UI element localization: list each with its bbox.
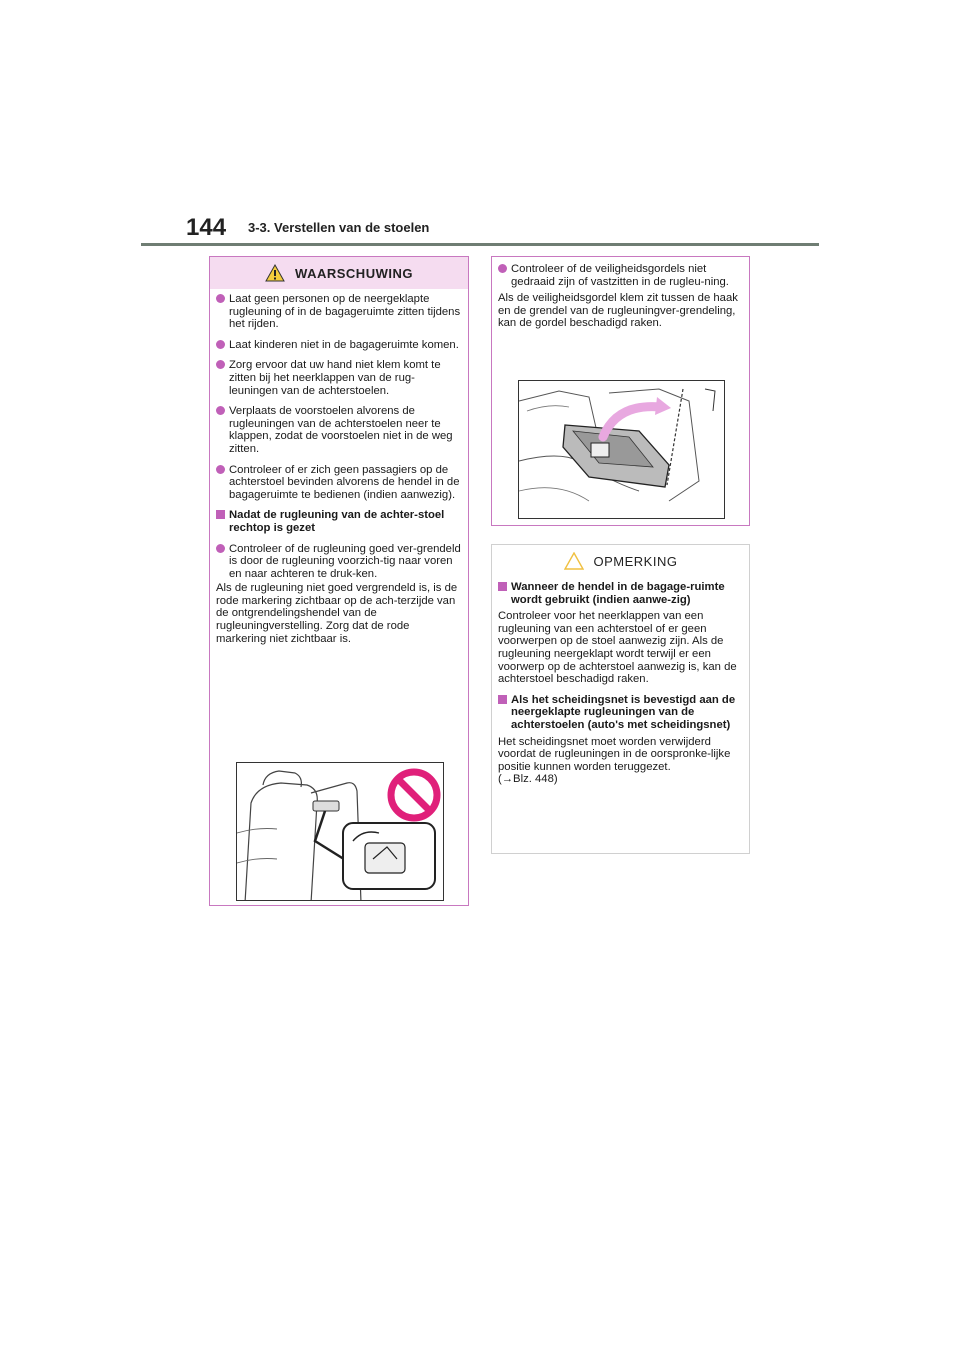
seatbelt-drawing <box>519 381 724 518</box>
note-subheading: Als het scheidingsnet is bevestigd aan de neergeklapte rugleuningen van de achterstoelen (auto's met scheidingsnet) <box>498 694 743 732</box>
note-title: OPMERKING <box>593 553 678 569</box>
bullet-dot-icon <box>216 406 225 415</box>
list-item: Controleer of er zich geen passagiers op de achterstoel bevinden alvorens de hendel in de bagageruimte te bedienen (indien aanwezig). <box>216 464 462 502</box>
note-box <box>491 544 750 854</box>
warning-content <box>210 289 468 645</box>
list-item: Laat kinderen niet in de bagageruimte komen. <box>216 339 462 352</box>
seatbelt-content <box>492 257 749 330</box>
warning-subheading: Nadat de rugleuning van de achter-stoel rechtop is gezet <box>216 509 462 534</box>
note-header <box>492 545 749 577</box>
warning-header <box>210 257 468 289</box>
square-bullet-icon <box>498 695 507 704</box>
warning-paragraph: Als de rugleuning niet goed vergrendeld is, is de rode markering zichtbaar op de ach-terzijde van de ontgrendelingshendel van de rugleuningverstelling. Zorg dat de rode markering niet zichtbaar is. <box>216 582 458 645</box>
list-item: Controleer of de rugleuning goed ver-grendeld is door de rugleuning voorzich-tig naar voren en naar achteren te druk-ken. <box>216 543 462 581</box>
list-item: Verplaats de voorstoelen alvorens de rugleuningen van de achterstoelen neer te klappen, zodat de voorstoelen niet in de weg zitten. <box>216 405 462 455</box>
seat-lever-illustration <box>236 762 444 901</box>
list-item: Laat geen personen op de neergeklapte rugleuning of in de bagageruimte zitten tijdens het rijden. <box>216 293 462 331</box>
bullet-dot-icon <box>498 264 507 273</box>
page-reference: (→Blz. 448) <box>498 773 558 786</box>
seatbelt-paragraph: Als de veiligheidsgordel klem zit tussen de haak en de grendel van de rugleuningver-grendeling, kan de gordel beschadigd raken. <box>498 292 738 330</box>
warning-title: WAARSCHUWING <box>295 265 413 281</box>
note-subheading: Wanneer de hendel in de bagage-ruimte wordt gebruikt (indien aanwe-zig) <box>498 581 743 606</box>
note-paragraph: Controleer voor het neerklappen van een rugleuning van een achterstoel of er geen voorwerpen op de stoel aanwezig zijn. Als de rugleuning neergeklapt wordt terwijl er een voorwerp op de achterstoel aanwezig is, kan de achterstoel beschadigd raken. <box>498 610 737 686</box>
list-item: Controleer of de veiligheidsgordels niet gedraaid zijn of vastzitten in de rugleu-ning. <box>498 263 743 288</box>
page-number: 144 <box>186 214 227 241</box>
seatbelt-check-box <box>491 256 750 526</box>
list-item: Zorg ervoor dat uw hand niet klem komt te zitten bij het neerklappen van de rug-leuningen van de achterstoelen. <box>216 359 462 397</box>
caution-triangle-icon <box>564 552 584 570</box>
warning-triangle-icon <box>265 264 285 282</box>
square-bullet-icon <box>498 582 507 591</box>
bullet-dot-icon <box>216 465 225 474</box>
bullet-dot-icon <box>216 360 225 369</box>
seatbelt-illustration <box>518 380 725 519</box>
warning-box <box>209 256 469 906</box>
seat-lever-drawing <box>237 763 443 900</box>
section-title: 3-3. Verstellen van de stoelen <box>248 220 430 235</box>
bullet-dot-icon <box>216 294 225 303</box>
bullet-dot-icon <box>216 544 225 553</box>
square-bullet-icon <box>216 510 225 519</box>
header-divider <box>141 243 819 246</box>
note-paragraph: Het scheidingsnet moet worden verwijderd voordat de rugleuningen in de oorspronke-lijke positie kunnen worden teruggezet. <box>498 735 731 773</box>
note-content <box>492 577 749 786</box>
bullet-dot-icon <box>216 340 225 349</box>
